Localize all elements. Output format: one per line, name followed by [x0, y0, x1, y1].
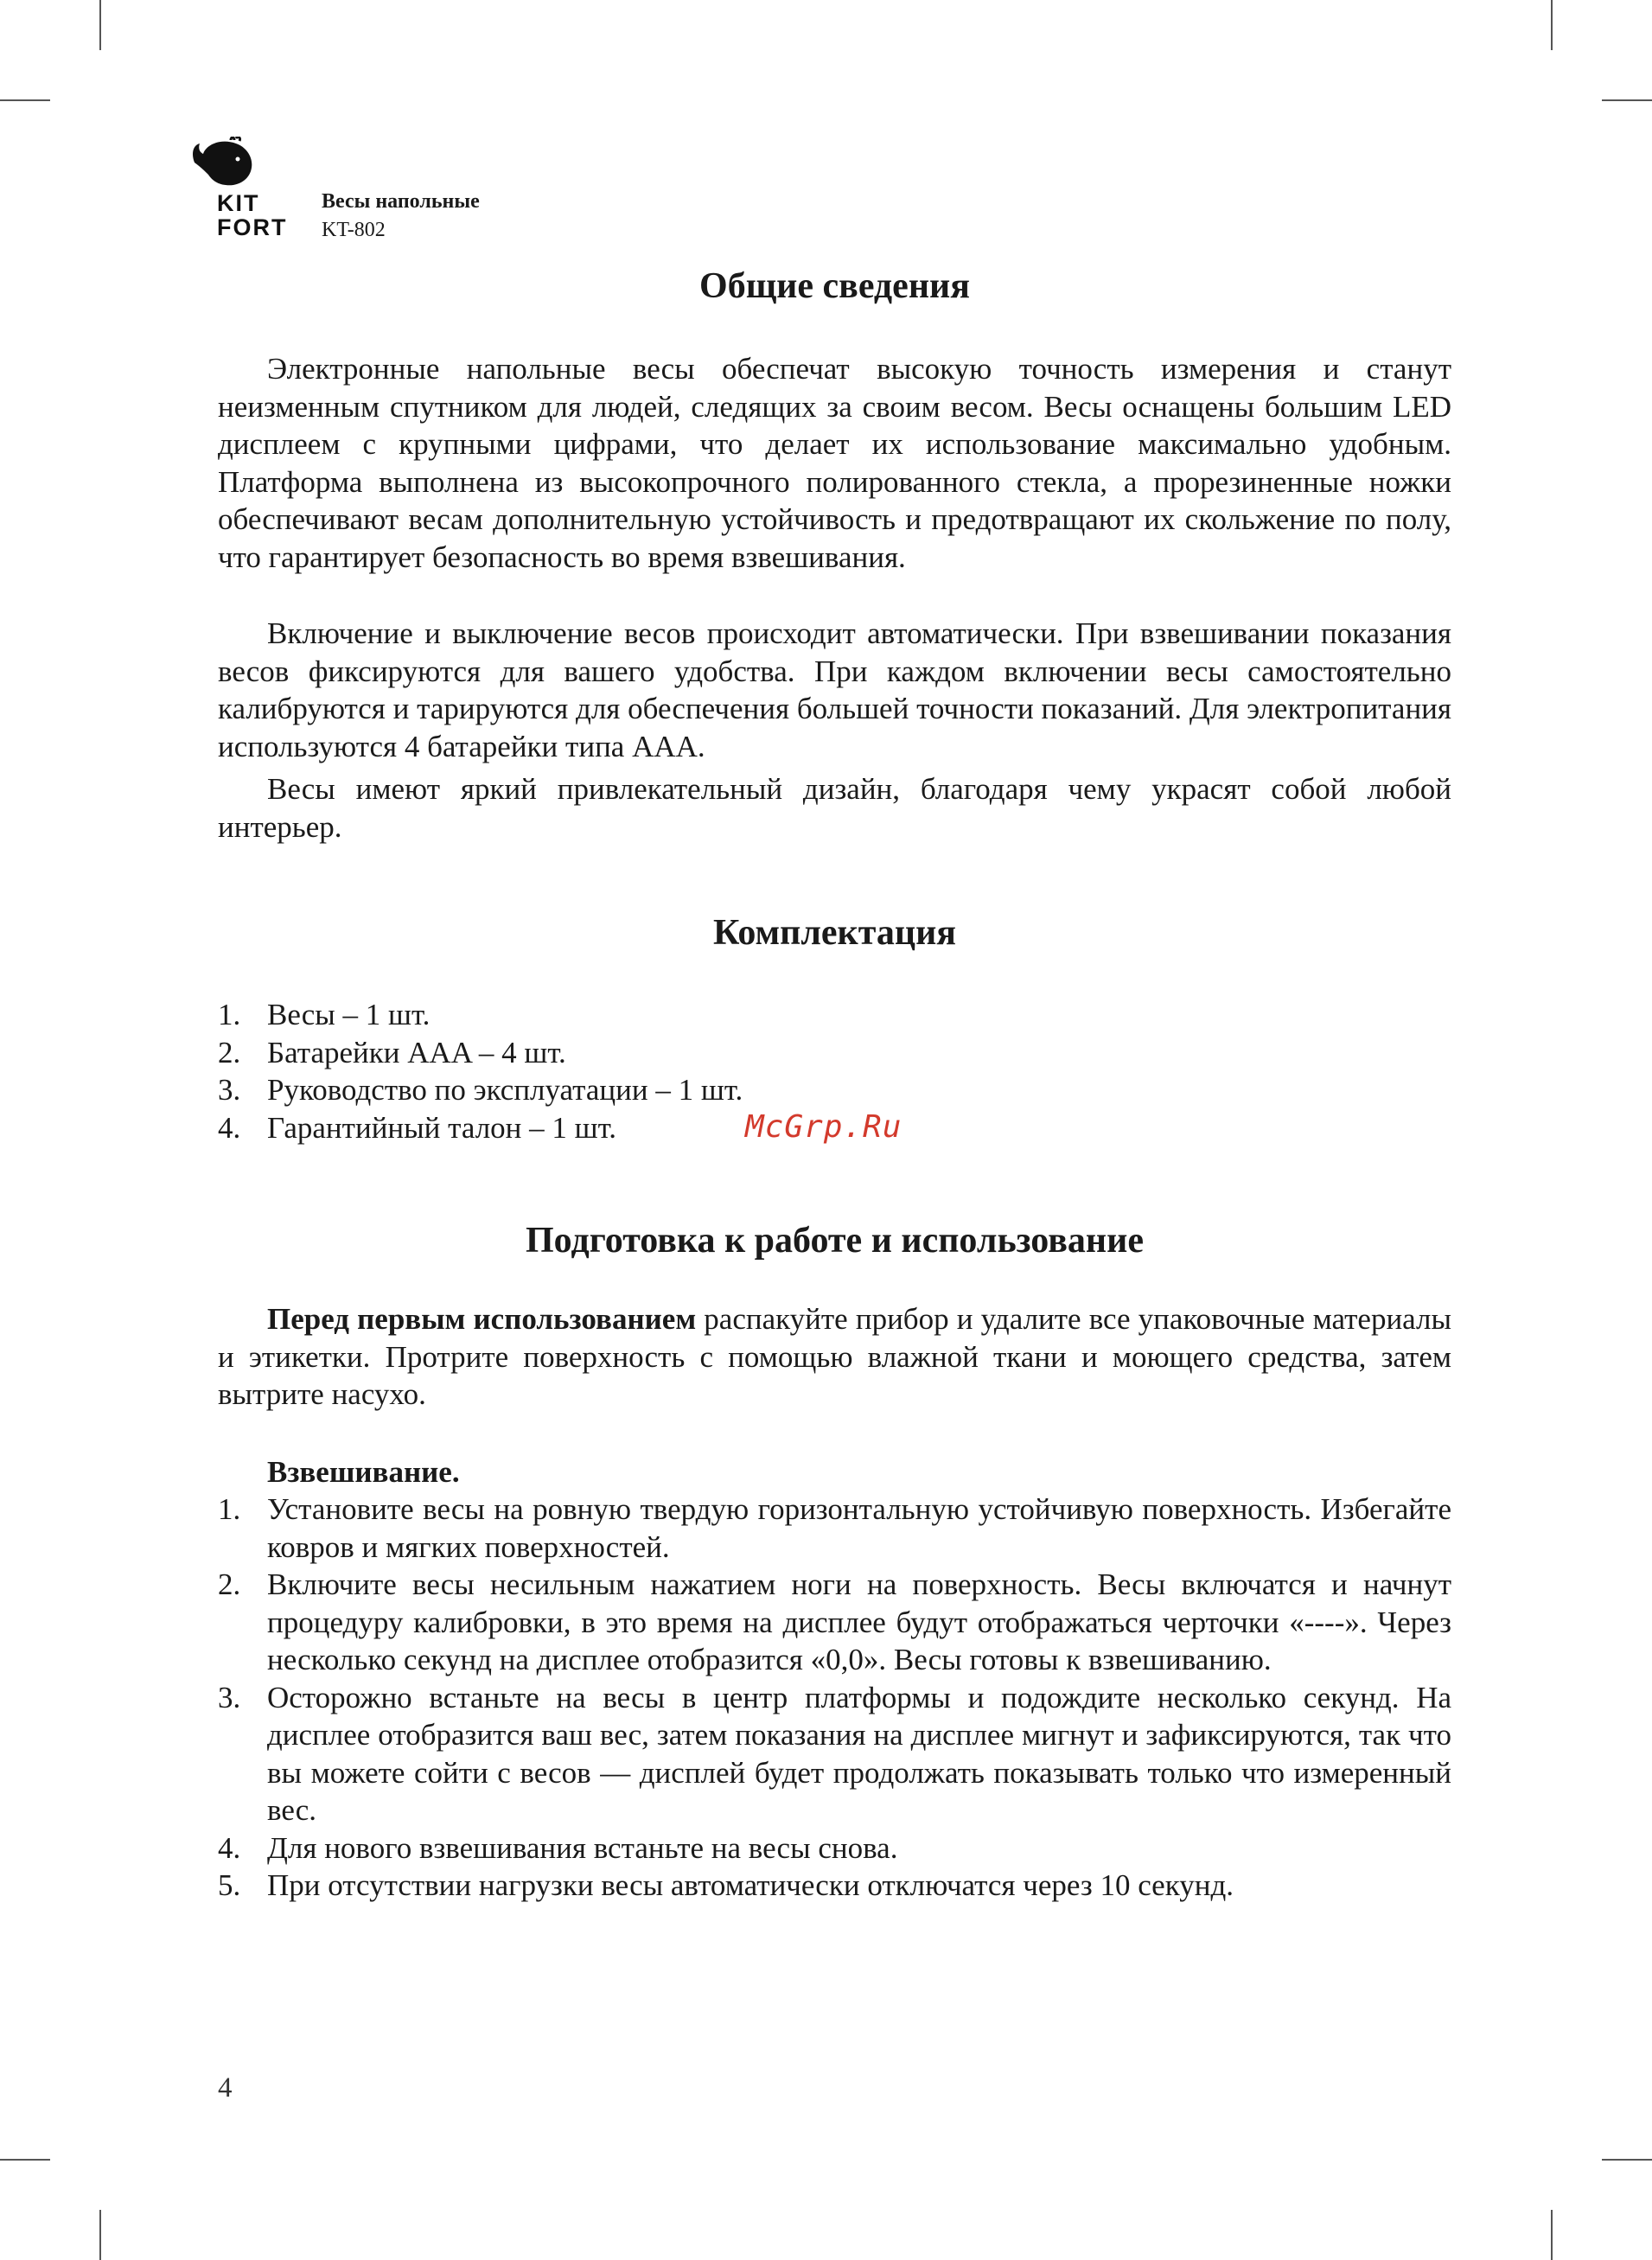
section-heading-usage: Подготовка к работе и использование: [526, 1221, 1144, 1261]
list-item: 1. Установите весы на ровную твердую горизонтальную устойчивую поверхность. Избегайте ковров и мягких поверхностей.: [218, 1492, 1451, 1564]
page-header: [186, 137, 705, 245]
weighing-heading: Взвешивание.: [267, 1455, 460, 1489]
usage-intro-text: распакуйте прибор и удалите все упаковочные материалы и этикетки. Протрите поверхность с помощью влажной ткани и моющего средства, затем вытрите насухо.: [218, 1302, 1452, 1411]
list-item: 2. Включите весы несильным нажатием ноги на поверхность. Весы включатся и начнут процедуру калибровки, в это время на дисплее будут отображаться черточки «----». Через несколько секунд на дисплее отобразится «0,0». Весы готовы к взвешиванию.: [218, 1567, 1451, 1676]
list-item: 2. Батарейки AAA – 4 шт.: [218, 1035, 566, 1069]
product-title: Весы напольные: [322, 190, 480, 213]
whale-icon: [188, 137, 257, 188]
general-paragraph-3: Весы имеют яркий привлекательный дизайн, благодаря чему украсят собой любой интерьер.: [218, 772, 1451, 844]
list-item: 3. Осторожно встаньте на весы в центр платформы и подождите несколько секунд. На дисплее отобразится ваш вес, затем показания на дисплее мигнут и зафиксируются, так что вы можете сойти с весов — дисплей будет продолжать показывать только что измеренный вес.: [218, 1680, 1451, 1827]
crop-mark: [1551, 0, 1553, 50]
usage-intro-paragraph: [218, 1300, 1451, 1414]
product-model: KT-802: [322, 219, 386, 241]
crop-mark: [1602, 99, 1652, 101]
crop-mark: [99, 0, 101, 50]
crop-mark: [1602, 2159, 1652, 2161]
watermark-text: McGrp.Ru: [745, 1109, 903, 1145]
list-item: 1. Весы – 1 шт.: [218, 998, 431, 1031]
usage-intro-bold: Перед первым использованием: [267, 1302, 697, 1336]
list-item: 3. Руководство по эксплуатации – 1 шт.: [218, 1073, 743, 1107]
general-paragraph-1: Электронные напольные весы обеспечат высокую точность измерения и станут неизменным спутником для людей, следящих за своим весом. Весы оснащены большим LED дисплеем с крупными цифрами, что делает их использование максимально удобным. Платформа выполнена из высокопрочного полированного стекла, а прорезиненные ножки обеспечивают весам дополнительную устойчивость и предотвращают их скольжение по полу, что гарантирует безопасность во время взвешивания.: [218, 352, 1451, 574]
section-heading-general: Общие сведения: [699, 266, 970, 306]
page-number: 4: [218, 2072, 233, 2104]
list-item: 4. Для нового взвешивания встаньте на весы снова.: [218, 1830, 898, 1865]
crop-mark: [99, 2210, 101, 2260]
list-item: 4. Гарантийный талон – 1 шт.: [218, 1110, 617, 1145]
general-paragraph-2: Включение и выключение весов происходит автоматически. При взвешивании показания весов фиксируются для вашего удобства. При каждом включении весы самостоятельно калибруются и тарируются для обеспечения большей точности показаний. Для электропитания используются 4 батарейки типа AAA.: [218, 616, 1451, 763]
brand-logo: [186, 137, 298, 245]
crop-mark: [0, 99, 50, 101]
header-product-info: [322, 188, 480, 245]
crop-mark: [0, 2159, 50, 2161]
list-item: 5. При отсутствии нагрузки весы автоматически отключатся через 10 секунд.: [218, 1868, 1234, 1902]
section-heading-contents: Комплектация: [712, 913, 957, 953]
logo-text-kit: KIT: [217, 190, 260, 216]
logo-text-fort: FORT: [217, 214, 288, 240]
crop-mark: [1551, 2210, 1553, 2260]
weighing-steps-list: [218, 1491, 1451, 1905]
